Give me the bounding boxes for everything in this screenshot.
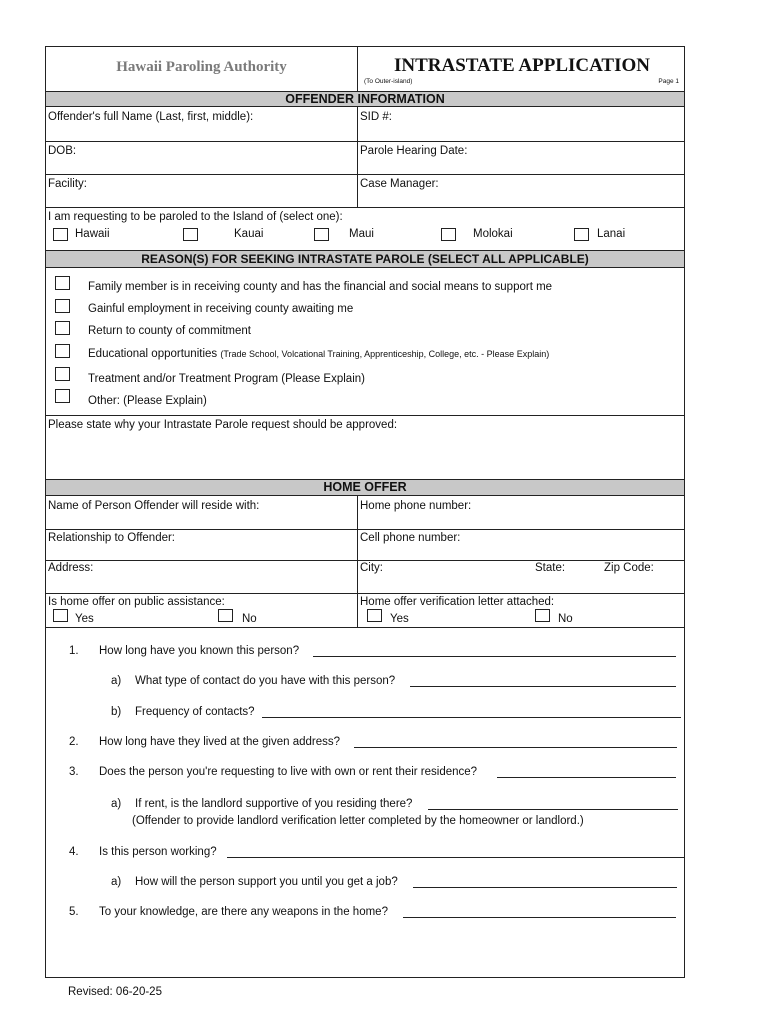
reason-employment-label: Gainful employment in receiving county awaiting me [88, 303, 354, 315]
public-assistance-yes-checkbox[interactable] [53, 609, 68, 622]
island-molokai-label: Molokai [473, 228, 513, 240]
page-number: Page 1 [658, 78, 679, 85]
reason-education-label [88, 348, 549, 360]
offender-information-header: OFFENDER INFORMATION [46, 91, 684, 107]
question-4a-label: How will the person support you until you get a job? [135, 876, 398, 888]
reason-county-checkbox[interactable] [55, 321, 70, 335]
verification-yes-label: Yes [390, 613, 409, 625]
reason-treatment-checkbox[interactable] [55, 367, 70, 381]
reason-education-text: Educational opportunities [88, 348, 218, 360]
verification-no-label: No [558, 613, 573, 625]
state-field[interactable]: State: [535, 562, 566, 574]
question-1b-label: Frequency of contacts? [135, 706, 255, 718]
resident-person-field[interactable]: Name of Person Offender will reside with: [48, 500, 260, 512]
island-prompt: I am requesting to be paroled to the Island of (select one): [48, 211, 343, 223]
question-4a-number: a) [111, 876, 122, 888]
city-field[interactable]: City: [360, 562, 383, 574]
reason-education-checkbox[interactable] [55, 344, 70, 358]
reason-other-checkbox[interactable] [55, 389, 70, 403]
question-1-answer-line[interactable] [313, 646, 676, 657]
island-kauai-checkbox[interactable] [183, 228, 198, 241]
offender-divider [357, 107, 358, 207]
relationship-field[interactable]: Relationship to Offender: [48, 532, 176, 544]
parole-hearing-date-field[interactable]: Parole Hearing Date: [360, 145, 468, 157]
cell-phone-field[interactable]: Cell phone number: [360, 532, 461, 544]
verification-no-checkbox[interactable] [535, 609, 550, 622]
full-name-field[interactable]: Offender's full Name (Last, first, middle): [48, 111, 254, 123]
question-1a-label: What type of contact do you have with this person? [135, 675, 396, 687]
question-1b-number: b) [111, 706, 122, 718]
question-3-label: Does the person you're requesting to live with own or rent their residence? [99, 766, 478, 778]
reason-education-note: (Trade School, Volcational Training, Apprenticeship, College, etc. - Please Explain) [220, 349, 550, 359]
question-4-answer-line[interactable] [227, 847, 684, 858]
question-4-label: Is this person working? [99, 846, 217, 858]
reason-county-label: Return to county of commitment [88, 325, 251, 337]
question-2-number: 2. [69, 736, 79, 748]
question-5-label: To your knowledge, are there any weapons in the home? [99, 906, 388, 918]
question-1a-number: a) [111, 675, 122, 687]
public-assistance-yes-label: Yes [75, 613, 94, 625]
question-4-number: 4. [69, 846, 79, 858]
home-offer-divider [357, 496, 358, 627]
question-5-answer-line[interactable] [403, 907, 676, 918]
island-molokai-checkbox[interactable] [441, 228, 456, 241]
island-kauai-label: Kauai [234, 228, 264, 240]
public-assistance-no-checkbox[interactable] [218, 609, 233, 622]
question-1-number: 1. [69, 645, 79, 657]
island-hawaii-label: Hawaii [75, 228, 110, 240]
home-offer-header: HOME OFFER [46, 479, 684, 496]
verification-letter-label: Home offer verification letter attached: [360, 596, 555, 608]
agency-name: Hawaii Paroling Authority [116, 59, 287, 75]
question-2-label: How long have they lived at the given address? [99, 736, 341, 748]
question-1b-answer-line[interactable] [262, 707, 681, 718]
reasons-header: REASON(S) FOR SEEKING INTRASTATE PAROLE (SELECT ALL APPLICABLE) [46, 250, 684, 268]
question-1a-answer-line[interactable] [410, 676, 676, 687]
reason-other-label: Other: (Please Explain) [88, 395, 207, 407]
island-lanai-checkbox[interactable] [574, 228, 589, 241]
zip-code-field[interactable]: Zip Code: [604, 562, 654, 574]
reason-family-label: Family member is in receiving county and has the financial and social means to support me [88, 281, 553, 293]
question-3a-note: (Offender to provide landlord verification letter completed by the homeowner or landlord.) [132, 815, 584, 827]
question-3-number: 3. [69, 766, 79, 778]
reason-family-checkbox[interactable] [55, 276, 70, 290]
dob-field[interactable]: DOB: [48, 145, 77, 157]
approval-reason-field[interactable]: Please state why your Intrastate Parole request should be approved: [48, 419, 398, 431]
island-hawaii-checkbox[interactable] [53, 228, 68, 241]
intrastate-application-form [45, 46, 685, 978]
question-3a-number: a) [111, 798, 122, 810]
revised-date: Revised: 06-20-25 [68, 986, 162, 998]
question-4a-answer-line[interactable] [413, 877, 677, 888]
facility-field[interactable]: Facility: [48, 178, 87, 190]
island-maui-label: Maui [349, 228, 374, 240]
island-maui-checkbox[interactable] [314, 228, 329, 241]
question-1-label: How long have you known this person? [99, 645, 300, 657]
verification-yes-checkbox[interactable] [367, 609, 382, 622]
question-3a-answer-line[interactable] [428, 799, 678, 810]
question-3a-label: If rent, is the landlord supportive of you residing there? [135, 798, 413, 810]
question-5-number: 5. [69, 906, 79, 918]
address-field[interactable]: Address: [48, 562, 94, 574]
reason-employment-checkbox[interactable] [55, 299, 70, 313]
reason-treatment-label: Treatment and/or Treatment Program (Please Explain) [88, 373, 365, 385]
form-subtitle: (To Outer-island) [364, 78, 413, 85]
public-assistance-label: Is home offer on public assistance: [48, 596, 225, 608]
island-lanai-label: Lanai [597, 228, 626, 240]
sid-field[interactable]: SID #: [360, 111, 392, 123]
question-2-answer-line[interactable] [354, 737, 677, 748]
public-assistance-no-label: No [242, 613, 257, 625]
question-3-answer-line[interactable] [497, 767, 676, 778]
case-manager-field[interactable]: Case Manager: [360, 178, 439, 190]
home-phone-field[interactable]: Home phone number: [360, 500, 472, 512]
form-title: INTRASTATE APPLICATION [393, 55, 651, 76]
